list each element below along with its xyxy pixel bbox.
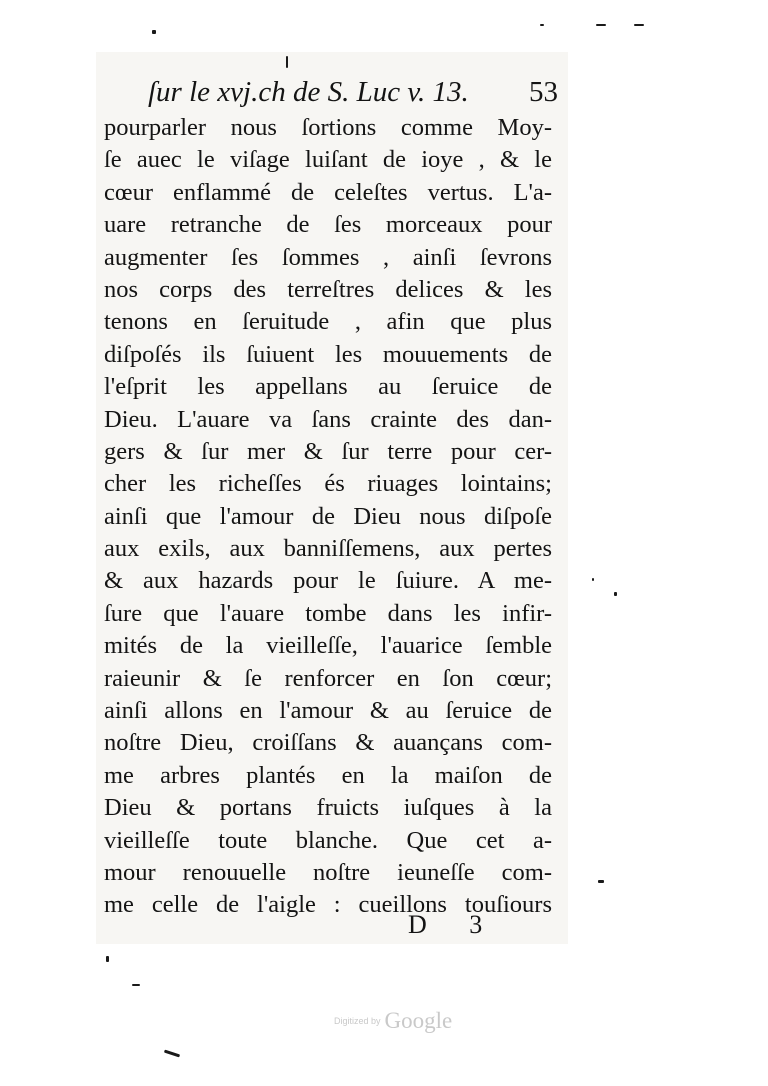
text-line: pourparler nous ſortions comme Moy- — [104, 114, 552, 141]
text-line: & aux hazards pour le ſuiure. A me- — [104, 567, 552, 595]
text-line: uare retranche de ſes morceaux pour — [104, 211, 552, 239]
scan-speck — [598, 880, 604, 883]
scan-speck — [152, 30, 156, 34]
digitized-watermark — [334, 1008, 452, 1038]
text-line: mités de la vieilleſſe, l'auarice ſemble — [104, 632, 552, 660]
scan-speck — [164, 1050, 180, 1058]
text-line: augmenter ſes ſommes , ainſi ſevrons — [104, 243, 552, 271]
scan-speck — [596, 24, 606, 26]
scan-speck — [634, 24, 644, 26]
text-line: mour renouuelle noſtre ieuneſſe com- — [104, 858, 552, 886]
scan-speck — [592, 578, 594, 581]
text-line: diſpoſés ils ſuiuent les mouuements de — [104, 340, 552, 368]
text-line: cœur enflammé de celeſtes vertus. L'a- — [104, 178, 552, 206]
body-text — [104, 112, 552, 922]
digitized-by-label: Digitized by — [334, 1016, 381, 1026]
text-line: me arbres plantés en la maiſon de — [104, 761, 552, 789]
text-line: l'eſprit les appellans au ſeruice de — [104, 373, 552, 401]
scan-speck — [614, 592, 617, 596]
text-line: ainſi allons en l'amour & au ſeruice de — [104, 697, 552, 725]
text-line: nos corps des terreſtres delices & les — [104, 275, 552, 303]
google-logo: Google — [384, 1008, 453, 1033]
text-line: Dieu & portans fruicts iuſques à la — [104, 794, 552, 822]
scan-speck — [132, 984, 140, 986]
text-line: ſe auec le viſage luiſant de ioye , & le — [104, 146, 552, 174]
text-line: tenons en ſeruitude , afin que plus — [104, 308, 552, 336]
scan-speck — [540, 24, 544, 26]
running-head-title: ſur le xvj.ch de S. Luc v. 13. — [148, 76, 469, 108]
signature-mark: D 3 — [408, 910, 501, 939]
text-line: raieunir & ſe renforcer en ſon cœur; — [104, 664, 552, 692]
text-line: noſtre Dieu, croiſſans & auançans com- — [104, 729, 552, 757]
text-line: ſure que l'auare tombe dans les infir- — [104, 599, 552, 627]
text-line: vieilleſſe toute blanche. Que cet a- — [104, 826, 552, 854]
running-head — [148, 72, 558, 112]
scan-speck — [106, 956, 109, 962]
text-line: ainſi que l'amour de Dieu nous diſpoſe — [104, 502, 552, 530]
scan-speck — [286, 56, 288, 68]
text-line: Dieu. L'auare va ſans crainte des dan- — [104, 405, 552, 433]
text-line: me celle de l'aigle : cueillons touſiours — [104, 891, 552, 919]
text-line: cher les richeſſes és riuages lointains; — [104, 470, 552, 498]
page-number: 53 — [529, 76, 558, 108]
text-line: gers & ſur mer & ſur terre pour cer- — [104, 437, 552, 465]
text-line: aux exils, aux banniſſemens, aux pertes — [104, 535, 552, 563]
